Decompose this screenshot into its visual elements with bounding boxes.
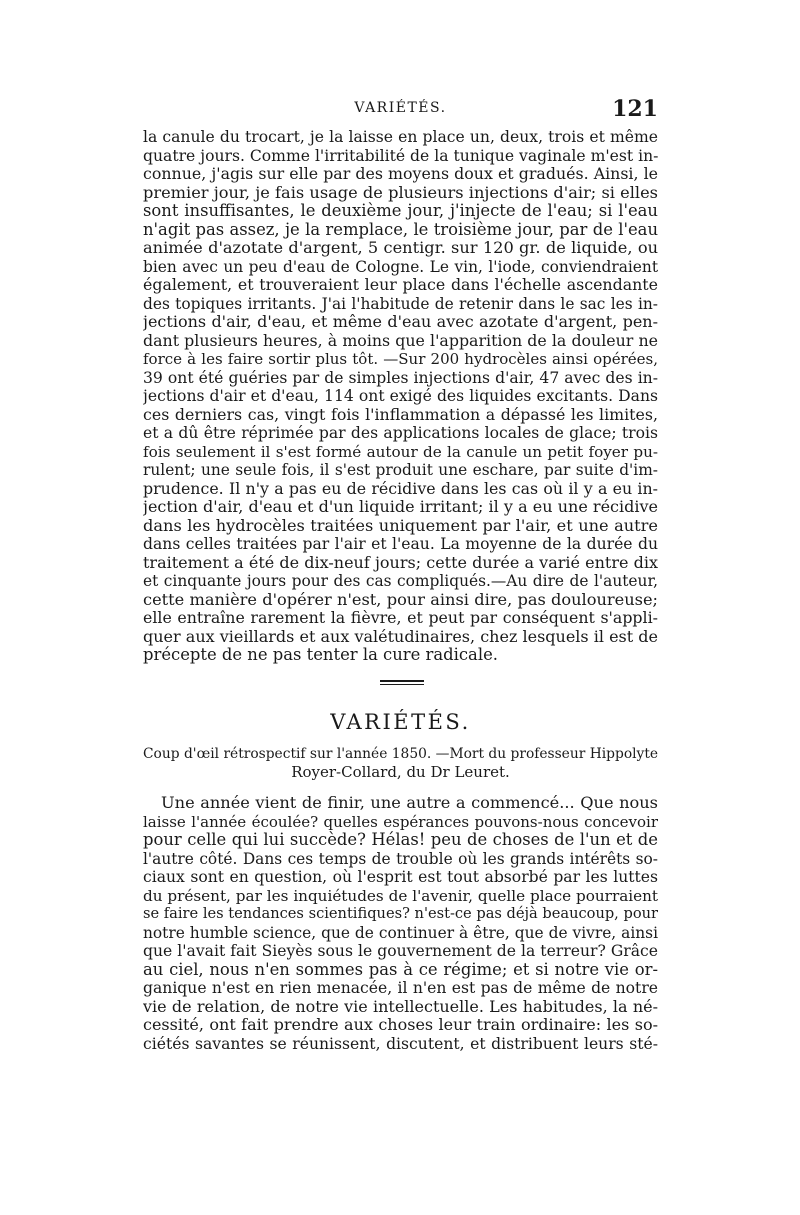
text-line: quer aux vieillards et aux valétudinaires, chez lesquels il est de (143, 627, 658, 646)
text-line: pour celle qui lui succède? Hélas! peu de choses de l'un et de (143, 831, 658, 849)
section-divider (380, 680, 424, 682)
text-line: traitement a été de dix-neuf jours; cette durée a varié entre dix (143, 553, 658, 572)
running-title: VARIÉTÉS. (354, 100, 447, 116)
text-line: n'agit pas assez, je la remplace, le troisième jour, par de l'eau (143, 220, 658, 239)
paragraph-continued (143, 128, 658, 665)
section-heading: VARIÉTÉS. (330, 710, 471, 734)
text-line: jections d'air, d'eau, et même d'eau avec azotate d'argent, pen- (143, 313, 658, 331)
text-line: dant plusieurs heures, à moins que l'apparition de la douleur ne (143, 331, 658, 350)
text-line: cessité, ont fait prendre aux choses leur train ordinaire: les so- (143, 1016, 658, 1034)
text-line: connue, j'agis sur elle par des moyens doux et gradués. Ainsi, le (143, 165, 658, 183)
text-line: vie de relation, de notre vie intellectuelle. Les habitudes, la né- (143, 997, 658, 1016)
text-line: ces derniers cas, vingt fois l'inflammation a dépassé les limites, (143, 405, 658, 424)
text-line: ganique n'est en rien menacée, il n'en est pas de même de notre (143, 979, 658, 997)
text-line: également, et trouveraient leur place dans l'échelle ascendante (143, 276, 658, 294)
text-line: l'autre côté. Dans ces temps de trouble où les grands intérêts so- (143, 849, 658, 868)
running-header (143, 96, 658, 124)
text-line: laisse l'année écoulée? quelles espérances pouvons-nous concevoir (143, 812, 658, 831)
article-paragraph (143, 794, 658, 1053)
text-line: notre humble science, que de continuer à être, que de vivre, ainsi (143, 923, 658, 942)
subtitle-line: Royer-Collard, du Dr Leuret. (291, 763, 510, 781)
text-line: ciétés savantes se réunissent, discutent, et distribuent leurs sté- (143, 1034, 658, 1053)
text-line: animée d'azotate d'argent, 5 centigr. sur 120 gr. de liquide, ou (143, 239, 658, 257)
text-line: du présent, par les inquiétudes de l'avenir, quelle place pourraient (143, 886, 658, 905)
text-line: jections d'air et d'eau, 114 ont exigé des liquides excitants. Dans (143, 387, 658, 405)
text-line: se faire les tendances scientifiques? n'est-ce pas déjà beaucoup, pour (143, 905, 658, 922)
text-line: la canule du trocart, je la laisse en place un, deux, trois et même (143, 128, 658, 146)
text-line: 39 ont été guéries par de simples injections d'air, 47 avec des in- (143, 368, 658, 387)
text-line: rulent; une seule fois, il s'est produit une eschare, par suite d'im- (143, 461, 658, 479)
text-line: sont insuffisantes, le deuxième jour, j'injecte de l'eau; si l'eau (143, 202, 658, 220)
text-line: au ciel, nous n'en sommes pas à ce régime; et si notre vie or- (143, 960, 658, 979)
text-line: des topiques irritants. J'ai l'habitude de retenir dans le sac les in- (143, 294, 658, 313)
text-line: bien avec un peu d'eau de Cologne. Le vin, l'iode, conviendraient (143, 257, 658, 276)
page-number: 121 (612, 96, 658, 122)
section-subtitle (143, 745, 658, 781)
text-line: précepte de ne pas tenter la cure radicale. (143, 646, 498, 664)
text-line: jection d'air, d'eau et d'un liquide irritant; il y a eu une récidive (143, 498, 658, 516)
text-line: prudence. Il n'y a pas eu de récidive dans les cas où il y a eu in- (143, 479, 658, 498)
text-line: fois seulement il s'est formé autour de la canule un petit foyer pu- (143, 442, 658, 461)
subtitle-line: Coup d'œil rétrospectif sur l'année 1850. —Mort du professeur Hippolyte (143, 746, 659, 762)
text-line: et a dû être réprimée par des applications locales de glace; trois (143, 424, 658, 442)
text-line: quatre jours. Comme l'irritabilité de la tunique vaginale m'est in- (143, 146, 658, 165)
text-line: force à les faire sortir plus tôt. —Sur 200 hydrocèles ainsi opérées, (143, 350, 658, 368)
text-line: elle entraîne rarement la fièvre, et peut par conséquent s'appli- (143, 609, 658, 627)
text-line: et cinquante jours pour des cas compliqués.—Au dire de l'auteur, (143, 572, 658, 590)
text-line: Une année vient de finir, une autre a commencé... Que nous (161, 794, 658, 812)
text-line: dans les hydrocèles traitées uniquement par l'air, et une autre (143, 516, 658, 535)
text-line: que l'avait fait Sieyès sous le gouvernement de la terreur? Grâce (143, 942, 658, 960)
text-line: ciaux sont en question, où l'esprit est tout absorbé par les luttes (143, 868, 658, 886)
text-line: premier jour, je fais usage de plusieurs injections d'air; si elles (143, 183, 658, 202)
text-line: cette manière d'opérer n'est, pour ainsi dire, pas douloureuse; (143, 590, 658, 609)
text-line: dans celles traitées par l'air et l'eau. La moyenne de la durée du (143, 535, 658, 553)
